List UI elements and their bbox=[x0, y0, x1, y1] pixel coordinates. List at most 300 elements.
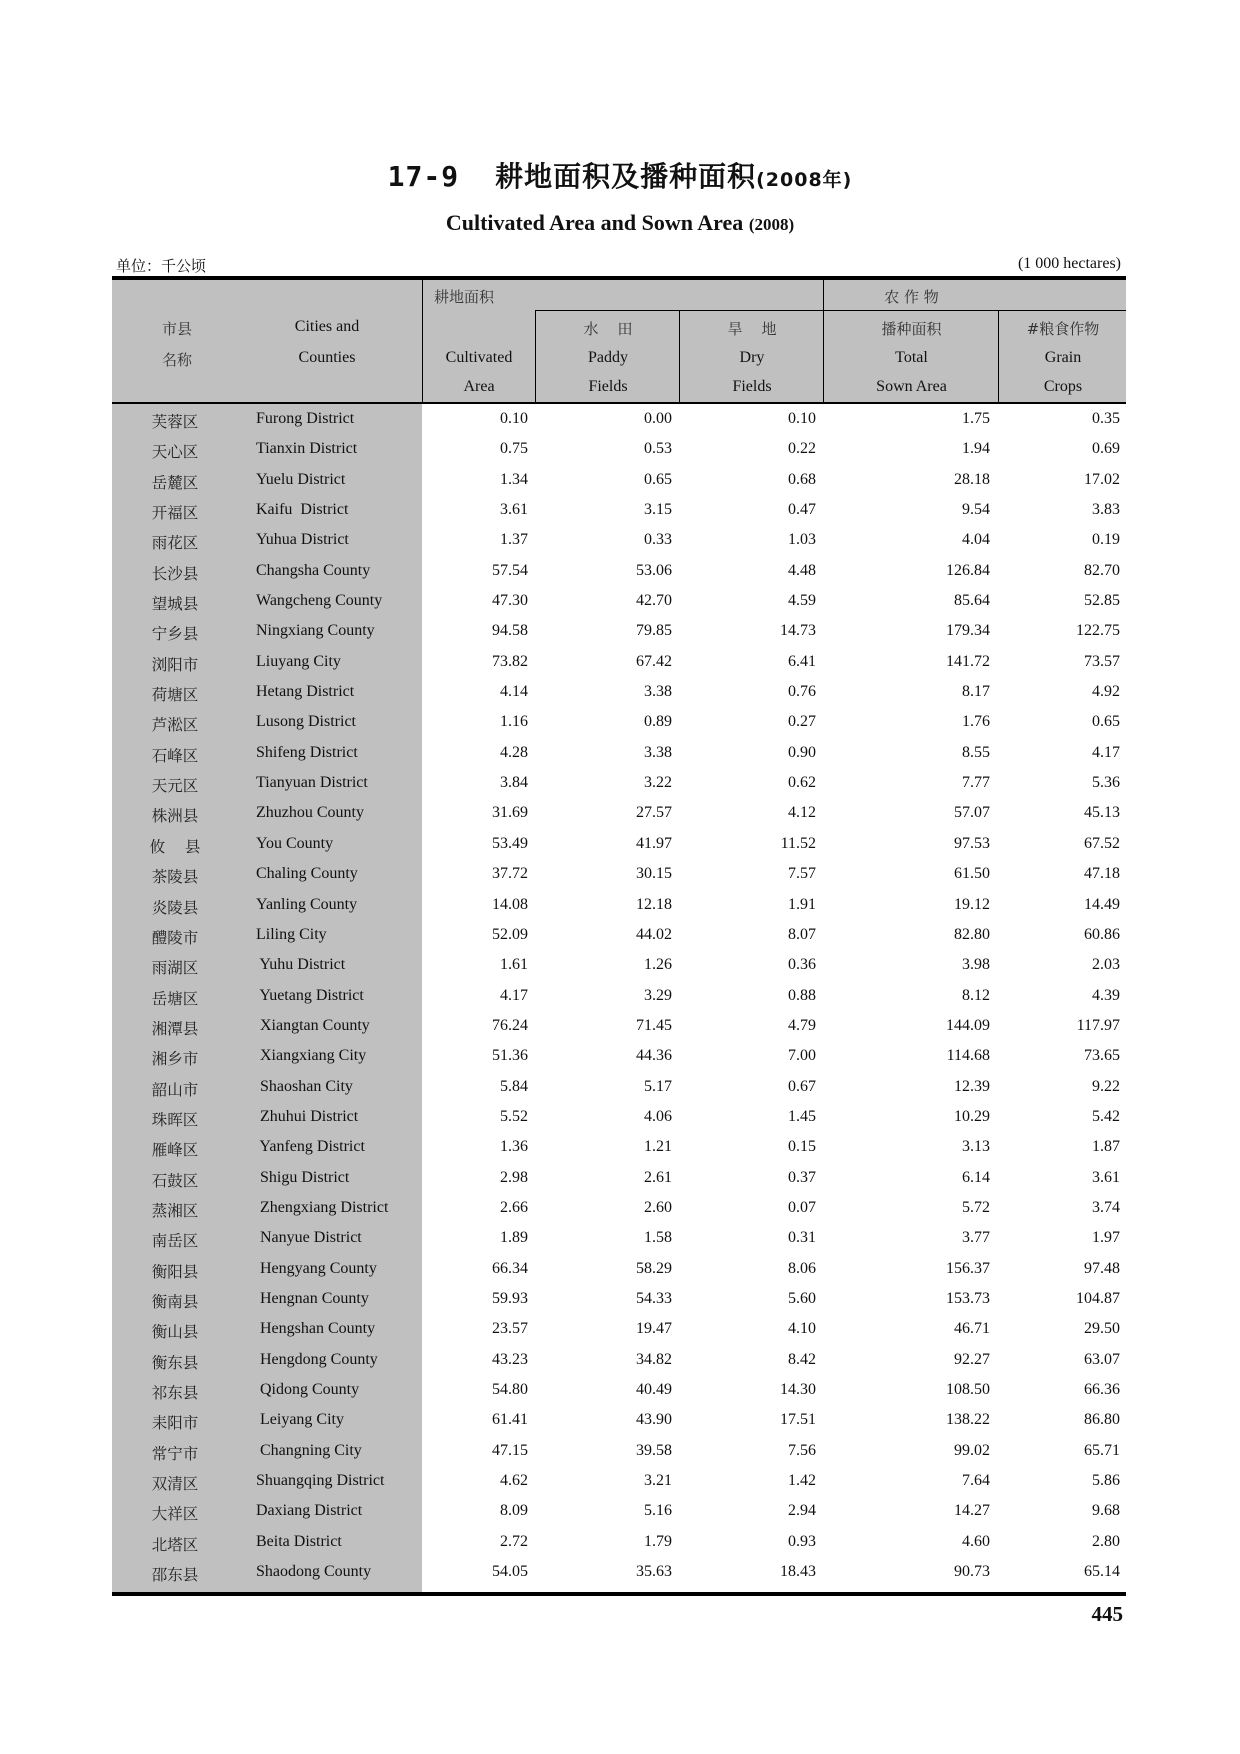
table-row bbox=[112, 1496, 1126, 1526]
subtitle-en: Cultivated Area and Sown Area bbox=[445, 210, 744, 235]
cell-name-cn: 韶山市 bbox=[151, 1080, 199, 1099]
cell-dry: 6.41 bbox=[788, 652, 816, 670]
cell-cultivated: 37.72 bbox=[492, 865, 528, 883]
cell-name-cn: 衡南县 bbox=[151, 1292, 199, 1311]
cell-name-cn: 雨花区 bbox=[151, 534, 199, 553]
header-cultivated-en-2: Area bbox=[463, 378, 495, 395]
cell-grain: 14.49 bbox=[1084, 895, 1120, 913]
cell-cultivated: 8.09 bbox=[500, 1502, 528, 1520]
cell-cultivated: 51.36 bbox=[492, 1047, 528, 1065]
cell-paddy: 54.33 bbox=[636, 1289, 672, 1307]
cell-cultivated: 0.10 bbox=[500, 410, 528, 427]
cell-total: 92.27 bbox=[954, 1350, 990, 1368]
cell-paddy: 34.82 bbox=[636, 1350, 672, 1368]
cell-name-cn: 攸 县 bbox=[149, 837, 201, 856]
cell-cultivated: 5.52 bbox=[500, 1107, 528, 1125]
table-row bbox=[112, 950, 1126, 980]
cell-paddy: 41.97 bbox=[636, 834, 672, 852]
cell-name-en: Tianxin District bbox=[256, 440, 358, 458]
cell-name-cn: 炎陵县 bbox=[151, 898, 199, 917]
cell-paddy: 1.26 bbox=[644, 956, 672, 974]
table-row bbox=[112, 1557, 1126, 1587]
cell-name-cn: 祁东县 bbox=[151, 1384, 199, 1402]
cell-paddy: 0.00 bbox=[644, 410, 672, 427]
cell-grain: 104.87 bbox=[1076, 1289, 1120, 1307]
cell-name-cn: 浏阳市 bbox=[151, 655, 199, 674]
cell-dry: 4.10 bbox=[788, 1320, 816, 1338]
cell-grain: 4.39 bbox=[1092, 986, 1120, 1004]
cell-grain: 65.71 bbox=[1084, 1441, 1120, 1459]
page-number: 445 bbox=[1091, 1602, 1123, 1626]
cell-cultivated: 5.84 bbox=[500, 1077, 528, 1095]
table-row bbox=[112, 1132, 1126, 1162]
cell-cultivated: 3.84 bbox=[500, 774, 528, 792]
cell-total: 85.64 bbox=[954, 592, 990, 610]
cell-cultivated: 57.54 bbox=[492, 561, 528, 579]
cell-total: 156.37 bbox=[946, 1259, 990, 1277]
cell-total: 10.29 bbox=[954, 1107, 990, 1125]
cell-cultivated: 61.41 bbox=[492, 1411, 528, 1429]
title-year: (2008年) bbox=[756, 169, 853, 191]
cell-grain: 4.17 bbox=[1092, 743, 1120, 761]
cell-name-en: Hengyang County bbox=[256, 1259, 377, 1277]
cell-total: 179.34 bbox=[946, 622, 990, 640]
cell-paddy: 1.21 bbox=[644, 1138, 672, 1156]
cell-name-cn: 衡山县 bbox=[151, 1323, 199, 1342]
table-row bbox=[112, 1345, 1126, 1375]
cell-name-cn: 双清区 bbox=[151, 1475, 199, 1494]
cell-grain: 3.83 bbox=[1092, 501, 1120, 519]
cell-name-cn: 雁峰区 bbox=[151, 1141, 199, 1160]
cell-name-cn: 长沙县 bbox=[151, 564, 199, 583]
cell-name-en: Beita District bbox=[256, 1532, 342, 1550]
cell-dry: 5.60 bbox=[788, 1289, 816, 1307]
bottom-rule bbox=[112, 1592, 1126, 1596]
cell-cultivated: 73.82 bbox=[492, 652, 528, 670]
cell-cultivated: 54.80 bbox=[492, 1381, 528, 1398]
table-row bbox=[112, 768, 1126, 798]
cell-grain: 60.86 bbox=[1084, 925, 1120, 943]
cell-dry: 4.59 bbox=[788, 592, 816, 610]
cell-total: 9.54 bbox=[962, 501, 990, 519]
cell-paddy: 2.61 bbox=[644, 1168, 672, 1186]
cell-grain: 67.52 bbox=[1084, 834, 1120, 852]
cell-name-en: You County bbox=[256, 834, 334, 852]
cell-paddy: 5.16 bbox=[644, 1502, 672, 1520]
cell-total: 99.02 bbox=[954, 1441, 990, 1459]
table-row bbox=[112, 859, 1126, 889]
cell-name-cn: 大祥区 bbox=[151, 1505, 199, 1524]
cell-dry: 0.37 bbox=[788, 1168, 816, 1186]
table-row bbox=[112, 1284, 1126, 1314]
cell-grain: 0.35 bbox=[1092, 410, 1120, 427]
cell-total: 28.18 bbox=[954, 470, 990, 488]
table-row bbox=[112, 525, 1126, 555]
cell-name-en: Wangcheng County bbox=[256, 592, 383, 610]
cell-dry: 8.42 bbox=[788, 1350, 816, 1368]
cell-cultivated: 3.61 bbox=[500, 501, 528, 519]
cell-dry: 0.88 bbox=[788, 986, 816, 1004]
cell-paddy: 71.45 bbox=[636, 1016, 672, 1034]
cell-paddy: 3.21 bbox=[644, 1472, 672, 1490]
cell-paddy: 1.79 bbox=[644, 1532, 672, 1550]
cell-name-en: Liuyang City bbox=[256, 652, 341, 670]
cell-name-en: Qidong County bbox=[256, 1381, 360, 1398]
cell-name-en: Hetang District bbox=[256, 683, 355, 701]
cell-dry: 0.67 bbox=[788, 1077, 816, 1095]
cell-cultivated: 47.15 bbox=[492, 1441, 528, 1459]
cell-grain: 73.65 bbox=[1084, 1047, 1120, 1065]
col-divider-5 bbox=[998, 310, 999, 402]
table-row bbox=[112, 616, 1126, 646]
cell-cultivated: 4.14 bbox=[500, 683, 528, 701]
cell-dry: 7.56 bbox=[788, 1441, 816, 1459]
cell-name-en: Leiyang City bbox=[256, 1411, 344, 1429]
cell-name-en: Hengnan County bbox=[256, 1289, 369, 1307]
cell-name-cn: 石峰区 bbox=[151, 746, 199, 765]
cell-paddy: 35.63 bbox=[636, 1563, 672, 1581]
table-row bbox=[112, 647, 1126, 677]
header-grain-en-1: Grain bbox=[1044, 349, 1082, 366]
table-row bbox=[112, 1011, 1126, 1041]
cell-total: 1.75 bbox=[962, 410, 990, 427]
table-row bbox=[112, 798, 1126, 828]
table-row bbox=[112, 1466, 1126, 1496]
cell-paddy: 1.58 bbox=[644, 1229, 672, 1247]
cell-dry: 1.91 bbox=[788, 895, 816, 913]
cell-name-en: Shuangqing District bbox=[256, 1472, 385, 1490]
table-row bbox=[112, 981, 1126, 1011]
cell-dry: 0.07 bbox=[788, 1198, 816, 1216]
header-paddy-cn: 水 田 bbox=[583, 320, 633, 338]
cell-paddy: 2.60 bbox=[644, 1198, 672, 1216]
cell-grain: 52.85 bbox=[1084, 592, 1120, 610]
header-grain-en-2: Crops bbox=[1043, 378, 1083, 395]
cell-name-en: Zhengxiang District bbox=[256, 1198, 389, 1216]
cell-grain: 9.68 bbox=[1092, 1502, 1120, 1520]
cell-paddy: 40.49 bbox=[636, 1381, 672, 1398]
cell-cultivated: 2.98 bbox=[500, 1168, 528, 1186]
cell-dry: 4.48 bbox=[788, 561, 816, 579]
header-city-en-2: Counties bbox=[298, 349, 356, 366]
cell-grain: 9.22 bbox=[1092, 1077, 1120, 1095]
col-divider-1 bbox=[422, 280, 423, 402]
cell-name-cn: 衡东县 bbox=[151, 1353, 199, 1372]
table-row bbox=[112, 556, 1126, 586]
subtitle-year: (2008) bbox=[748, 215, 795, 234]
cell-total: 3.77 bbox=[962, 1229, 990, 1247]
cell-name-en: Shaoshan City bbox=[256, 1077, 353, 1095]
cell-name-en: Xiangxiang City bbox=[256, 1047, 367, 1065]
table-row bbox=[112, 1041, 1126, 1071]
cell-name-en: Shigu District bbox=[256, 1168, 350, 1186]
cell-name-cn: 宁乡县 bbox=[151, 625, 199, 644]
cell-dry: 18.43 bbox=[780, 1563, 816, 1581]
cell-total: 4.60 bbox=[962, 1532, 990, 1550]
cell-dry: 0.27 bbox=[788, 713, 816, 731]
cell-total: 141.72 bbox=[946, 652, 990, 670]
cell-dry: 14.30 bbox=[780, 1381, 816, 1398]
cell-paddy: 27.57 bbox=[636, 804, 672, 822]
cell-paddy: 0.53 bbox=[644, 440, 672, 458]
cell-dry: 0.31 bbox=[788, 1229, 816, 1247]
cell-name-cn: 湘潭县 bbox=[151, 1019, 199, 1038]
header-total-en-2: Sown Area bbox=[876, 378, 947, 395]
cell-grain: 82.70 bbox=[1084, 561, 1120, 579]
table-row bbox=[112, 1254, 1126, 1284]
cell-name-cn: 蒸湘区 bbox=[151, 1201, 199, 1220]
cell-cultivated: 4.62 bbox=[500, 1472, 528, 1490]
cell-paddy: 53.06 bbox=[636, 561, 672, 579]
cell-paddy: 4.06 bbox=[644, 1107, 672, 1125]
cell-name-cn: 岳塘区 bbox=[151, 989, 199, 1008]
table-row bbox=[112, 677, 1126, 707]
cell-name-cn: 荷塘区 bbox=[151, 686, 199, 705]
cell-grain: 86.80 bbox=[1084, 1411, 1120, 1429]
cell-total: 108.50 bbox=[946, 1381, 990, 1398]
cell-total: 46.71 bbox=[954, 1320, 990, 1338]
cell-name-en: Kaifu District bbox=[256, 501, 349, 519]
table-row bbox=[112, 404, 1126, 434]
cell-name-cn: 芙蓉区 bbox=[151, 413, 199, 431]
cell-total: 97.53 bbox=[954, 834, 990, 852]
cell-name-en: Xiangtan County bbox=[256, 1016, 370, 1034]
header-cultivated-group: 耕地面积 bbox=[434, 288, 495, 306]
cell-total: 61.50 bbox=[954, 865, 990, 883]
header-city-cn-1: 市县 bbox=[161, 320, 192, 338]
table-row bbox=[112, 1163, 1126, 1193]
cell-paddy: 58.29 bbox=[636, 1259, 672, 1277]
cell-cultivated: 59.93 bbox=[492, 1289, 528, 1307]
top-rule bbox=[112, 276, 1126, 280]
col-divider-2 bbox=[535, 310, 536, 402]
cell-grain: 73.57 bbox=[1084, 652, 1120, 670]
cell-grain: 3.74 bbox=[1092, 1198, 1120, 1216]
cell-grain: 3.61 bbox=[1092, 1168, 1120, 1186]
cell-total: 3.98 bbox=[962, 956, 990, 974]
header-city-cn-2: 名称 bbox=[161, 351, 192, 369]
cell-name-cn: 常宁市 bbox=[151, 1444, 199, 1463]
cell-total: 4.04 bbox=[962, 531, 990, 549]
cell-grain: 1.97 bbox=[1092, 1229, 1120, 1247]
cell-cultivated: 31.69 bbox=[492, 804, 528, 822]
cell-paddy: 0.33 bbox=[644, 531, 672, 549]
header-cultivated-en-1: Cultivated bbox=[445, 349, 513, 366]
header-paddy-en-1: Paddy bbox=[588, 349, 628, 366]
header-total-cn: 播种面积 bbox=[881, 320, 942, 338]
cell-dry: 7.00 bbox=[788, 1047, 816, 1065]
cell-cultivated: 43.23 bbox=[492, 1350, 528, 1368]
table-number: 17-9 bbox=[387, 160, 460, 193]
cell-name-cn: 石鼓区 bbox=[151, 1171, 199, 1190]
table-row bbox=[112, 707, 1126, 737]
cell-total: 14.27 bbox=[954, 1502, 990, 1520]
cell-name-cn: 南岳区 bbox=[151, 1232, 199, 1251]
cell-total: 8.17 bbox=[962, 683, 990, 701]
cell-total: 153.73 bbox=[946, 1289, 990, 1307]
cell-name-en: Yuhua District bbox=[256, 531, 349, 549]
cell-paddy: 44.02 bbox=[636, 925, 672, 943]
table-body bbox=[112, 404, 1126, 1587]
table-row bbox=[112, 1223, 1126, 1253]
cell-name-cn: 衡阳县 bbox=[151, 1262, 199, 1281]
cell-paddy: 39.58 bbox=[636, 1441, 672, 1459]
cell-dry: 1.42 bbox=[788, 1472, 816, 1490]
cell-name-en: Nanyue District bbox=[256, 1229, 362, 1247]
cell-grain: 122.75 bbox=[1076, 622, 1120, 640]
cell-dry: 8.06 bbox=[788, 1259, 816, 1277]
cell-name-cn: 北塔区 bbox=[151, 1535, 199, 1554]
cell-paddy: 43.90 bbox=[636, 1411, 672, 1429]
cell-cultivated: 2.66 bbox=[500, 1198, 528, 1216]
cell-grain: 97.48 bbox=[1084, 1259, 1120, 1277]
cell-cultivated: 54.05 bbox=[492, 1563, 528, 1581]
cell-grain: 1.87 bbox=[1092, 1138, 1120, 1156]
cell-cultivated: 0.75 bbox=[500, 440, 528, 458]
header-dry-en-2: Fields bbox=[732, 378, 772, 395]
cell-cultivated: 4.17 bbox=[500, 986, 528, 1004]
cell-name-en: Zhuzhou County bbox=[256, 804, 364, 822]
cell-name-en: Hengshan County bbox=[256, 1320, 376, 1338]
table-row bbox=[112, 1072, 1126, 1102]
unit-label-cn: 单位：千公顷 bbox=[116, 257, 207, 275]
cell-name-cn: 耒阳市 bbox=[151, 1414, 199, 1433]
cell-grain: 2.80 bbox=[1092, 1532, 1120, 1550]
cell-cultivated: 1.34 bbox=[500, 470, 528, 488]
cell-grain: 47.18 bbox=[1084, 865, 1120, 883]
cell-name-en: Yuhu District bbox=[256, 956, 346, 974]
cell-dry: 0.62 bbox=[788, 774, 816, 792]
cell-cultivated: 1.16 bbox=[500, 713, 528, 731]
cell-paddy: 5.17 bbox=[644, 1077, 672, 1095]
table-row bbox=[112, 738, 1126, 768]
cell-grain: 117.97 bbox=[1076, 1016, 1120, 1034]
cell-name-en: Daxiang District bbox=[256, 1502, 363, 1520]
cell-dry: 0.47 bbox=[788, 501, 816, 519]
cell-name-en: Chaling County bbox=[256, 865, 358, 883]
cell-grain: 0.65 bbox=[1092, 713, 1120, 731]
cell-cultivated: 66.34 bbox=[492, 1259, 528, 1277]
cell-name-en: Ningxiang County bbox=[256, 622, 375, 640]
table-row bbox=[112, 434, 1126, 464]
cell-dry: 0.10 bbox=[788, 410, 816, 427]
table-row bbox=[112, 1405, 1126, 1435]
cell-cultivated: 2.72 bbox=[500, 1532, 528, 1550]
cell-dry: 14.73 bbox=[780, 622, 816, 640]
cell-name-en: Yanfeng District bbox=[256, 1138, 365, 1156]
table-row bbox=[112, 495, 1126, 525]
cell-name-cn: 湘乡市 bbox=[151, 1050, 199, 1069]
cell-dry: 7.57 bbox=[788, 865, 816, 883]
cell-paddy: 19.47 bbox=[636, 1320, 672, 1338]
cell-name-en: Yanling County bbox=[256, 895, 358, 913]
cell-name-en: Tianyuan District bbox=[256, 774, 368, 792]
cell-dry: 0.22 bbox=[788, 440, 816, 458]
cell-cultivated: 23.57 bbox=[492, 1320, 528, 1338]
cell-dry: 17.51 bbox=[780, 1411, 816, 1429]
cell-paddy: 0.89 bbox=[644, 713, 672, 731]
cell-name-cn: 望城县 bbox=[151, 595, 199, 614]
cell-total: 8.12 bbox=[962, 986, 990, 1004]
cell-grain: 29.50 bbox=[1084, 1320, 1120, 1338]
cell-paddy: 3.38 bbox=[644, 743, 672, 761]
cell-name-cn: 芦淞区 bbox=[151, 716, 199, 735]
cell-total: 8.55 bbox=[962, 743, 990, 761]
cell-name-cn: 岳麓区 bbox=[151, 473, 199, 492]
cell-cultivated: 76.24 bbox=[492, 1016, 528, 1034]
cell-dry: 2.94 bbox=[788, 1502, 816, 1520]
header-grain-cn: #粮食作物 bbox=[1026, 320, 1100, 338]
cell-name-en: Yuetang District bbox=[256, 986, 364, 1004]
table-row bbox=[112, 1102, 1126, 1132]
col-divider-4 bbox=[823, 280, 824, 402]
table-row bbox=[112, 920, 1126, 950]
page-title bbox=[0, 155, 1240, 195]
cell-dry: 4.12 bbox=[788, 804, 816, 822]
header-total-en-1: Total bbox=[895, 349, 928, 366]
cell-total: 114.68 bbox=[946, 1047, 990, 1065]
cell-cultivated: 1.89 bbox=[500, 1229, 528, 1247]
cell-total: 1.76 bbox=[962, 713, 990, 731]
cell-total: 12.39 bbox=[954, 1077, 990, 1095]
cell-dry: 0.76 bbox=[788, 683, 816, 701]
cell-name-cn: 开福区 bbox=[151, 504, 199, 523]
cell-total: 7.64 bbox=[962, 1472, 990, 1490]
cell-total: 82.80 bbox=[954, 925, 990, 943]
cell-paddy: 12.18 bbox=[636, 895, 672, 913]
header-sub-rule bbox=[535, 310, 1126, 311]
cell-grain: 0.69 bbox=[1092, 440, 1120, 458]
cell-cultivated: 53.49 bbox=[492, 834, 528, 852]
cell-name-en: Yuelu District bbox=[256, 470, 346, 488]
table-row bbox=[112, 829, 1126, 859]
cell-name-en: Zhuhui District bbox=[256, 1107, 359, 1125]
cell-dry: 1.03 bbox=[788, 531, 816, 549]
cell-total: 57.07 bbox=[954, 804, 990, 822]
cell-name-en: Liling City bbox=[256, 925, 327, 943]
cell-dry: 11.52 bbox=[780, 834, 816, 852]
cell-grain: 0.19 bbox=[1092, 531, 1120, 549]
cell-grain: 5.86 bbox=[1092, 1472, 1120, 1490]
cell-name-cn: 天元区 bbox=[151, 777, 199, 796]
cell-dry: 0.93 bbox=[788, 1532, 816, 1550]
cell-cultivated: 14.08 bbox=[492, 895, 528, 913]
page-subtitle bbox=[0, 210, 1240, 236]
cell-paddy: 3.22 bbox=[644, 774, 672, 792]
cell-grain: 4.92 bbox=[1092, 683, 1120, 701]
table-row bbox=[112, 1375, 1126, 1405]
cell-name-en: Changning City bbox=[256, 1441, 362, 1459]
cell-name-cn: 天心区 bbox=[151, 443, 199, 462]
table-row bbox=[112, 890, 1126, 920]
cell-grain: 5.36 bbox=[1092, 774, 1120, 792]
cell-total: 3.13 bbox=[962, 1138, 990, 1156]
cell-paddy: 3.38 bbox=[644, 683, 672, 701]
cell-total: 1.94 bbox=[962, 440, 990, 458]
cell-paddy: 0.65 bbox=[644, 470, 672, 488]
cell-total: 126.84 bbox=[946, 561, 990, 579]
cell-cultivated: 52.09 bbox=[492, 925, 528, 943]
cell-grain: 66.36 bbox=[1084, 1381, 1120, 1398]
cell-paddy: 44.36 bbox=[636, 1047, 672, 1065]
cell-cultivated: 1.36 bbox=[500, 1138, 528, 1156]
cell-dry: 0.15 bbox=[788, 1138, 816, 1156]
table-row bbox=[112, 586, 1126, 616]
cell-total: 7.77 bbox=[962, 774, 990, 792]
cell-paddy: 3.15 bbox=[644, 501, 672, 519]
cell-name-en: Furong District bbox=[256, 410, 355, 427]
cell-name-cn: 雨湖区 bbox=[151, 959, 199, 978]
